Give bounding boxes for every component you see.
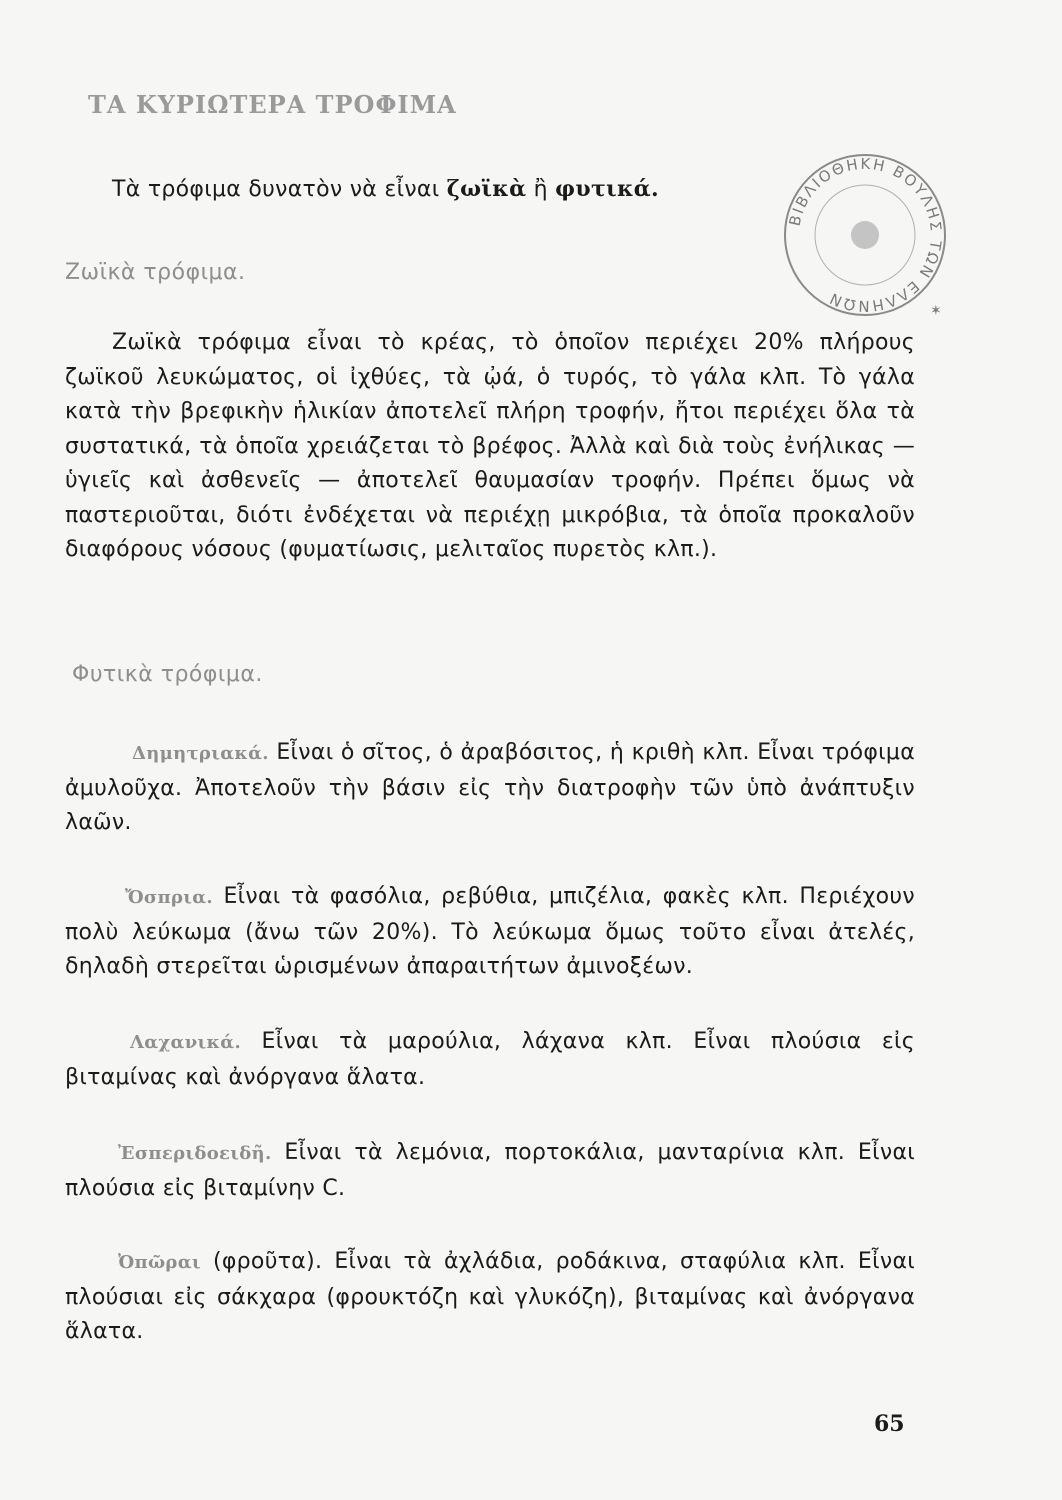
plant-item-citrus (65, 1136, 915, 1206)
svg-text:✶: ✶ (930, 303, 942, 319)
plant-item-term: Λαχανικά. (130, 1032, 242, 1053)
plant-item-text: Εἶναι τὰ μαρούλια, λάχανα κλπ. Εἶναι πλούσια εἰς βιταμίνας καὶ ἀνόργανα ἅλατα. (65, 1029, 915, 1090)
library-stamp (780, 150, 950, 320)
plant-item-term: Ὄσπρια. (125, 887, 213, 908)
plant-item-term: Δημητριακά. (132, 743, 269, 764)
plant-item-term: Ὀπῶραι (118, 1252, 201, 1273)
animal-foods-paragraph: Ζωϊκὰ τρόφιμα εἶναι τὸ κρέας, τὸ ὁποῖον περιέχει 20% πλήρους ζωϊκοῦ λευκώματος, οἱ ἰχθύες, τὰ ᾠά, ὁ τυρός, τὸ γάλα κλπ. Τὸ γάλα κατὰ τὴν βρεφικὴν ἡλικίαν ἀποτελεῖ πλήρη τροφήν, ἤτοι περιέχει ὅλα τὰ συστατικά, τὰ ὁποῖα χρειάζεται τὸ βρέφος. Ἀλλὰ καὶ διὰ τοὺς ἐνήλικας — ὑγιεῖς καὶ ἀσθενεῖς — ἀποτελεῖ θαυμασίαν τροφήν. Πρέπει ὅμως νὰ παστεριοῦται, διότι ἐνδέχεται νὰ περιέχῃ μικρόβια, τὰ ὁποῖα προκαλοῦν διαφόρους νόσους (φυματίωσις, μελιταῖος πυρετὸς κλπ.). (65, 330, 915, 562)
plant-item-cereals (65, 736, 915, 841)
stamp-text: ΒΙΒΛΙΟΘΗΚΗ ΒΟΥΛΗΣ ΤΩΝ ΕΛΛΗΝΩΝ (785, 154, 946, 316)
plant-item-fruits (65, 1245, 915, 1350)
plant-item-legumes (65, 880, 915, 985)
plant-foods-heading: Φυτικὰ τρόφιμα. (72, 662, 263, 687)
plant-item-text: Εἶναι τὰ λεμόνια, πορτοκάλια, μανταρίνια κλπ. Εἶναι πλούσια εἰς βιταμίνην C. (65, 1140, 916, 1201)
intro-bold-plant: φυτικά. (555, 176, 659, 202)
plant-item-vegetables (65, 1025, 915, 1095)
plant-item-text: Εἶναι τὰ φασόλια, ρεβύθια, μπιζέλια, φακὲς κλπ. Περιέχουν πολὺ λεύκωμα (ἄνω τῶν 20%). Τὸ λεύκωμα ὅμως τοῦτο εἶναι ἀτελές, δηλαδὴ στερεῖται ὡρισμένων ἀπαραιτήτων ἀμινοξέων. (65, 884, 915, 979)
intro-or: ἢ (533, 177, 548, 202)
plant-item-text: (φροῦτα). Εἶναι τὰ ἀχλάδια, ροδάκινα, σταφύλια κλπ. Εἶναι πλούσιαι εἰς σάκχαρα (φρουκτόζη καὶ γλυκόζη), βιταμίνας καὶ ἀνόργανα ἅλατα. (65, 1249, 915, 1344)
intro-text: Τὰ τρόφιμα δυνατὸν νὰ εἶναι (112, 177, 440, 202)
animal-foods-heading: Ζωϊκὰ τρόφιμα. (65, 260, 246, 285)
intro-bold-animal: ζωϊκὰ (446, 176, 527, 202)
plant-item-text: Εἶναι ὁ σῖτος, ὁ ἀραβόσιτος, ἡ κριθὴ κλπ. Εἶναι τρόφιμα ἀμυλοῦχα. Ἀποτελοῦν τὴν βάσιν εἰς τὴν διατροφὴν τῶν ὑπὸ ἀνάπτυξιν λαῶν. (65, 740, 916, 835)
plant-item-term: Ἐσπεριδοειδῆ. (118, 1143, 272, 1164)
running-head: ΤΑ ΚΥΡΙΩΤΕΡΑ ΤΡΟΦΙΜΑ (88, 90, 457, 119)
page-number: 65 (874, 1411, 905, 1437)
